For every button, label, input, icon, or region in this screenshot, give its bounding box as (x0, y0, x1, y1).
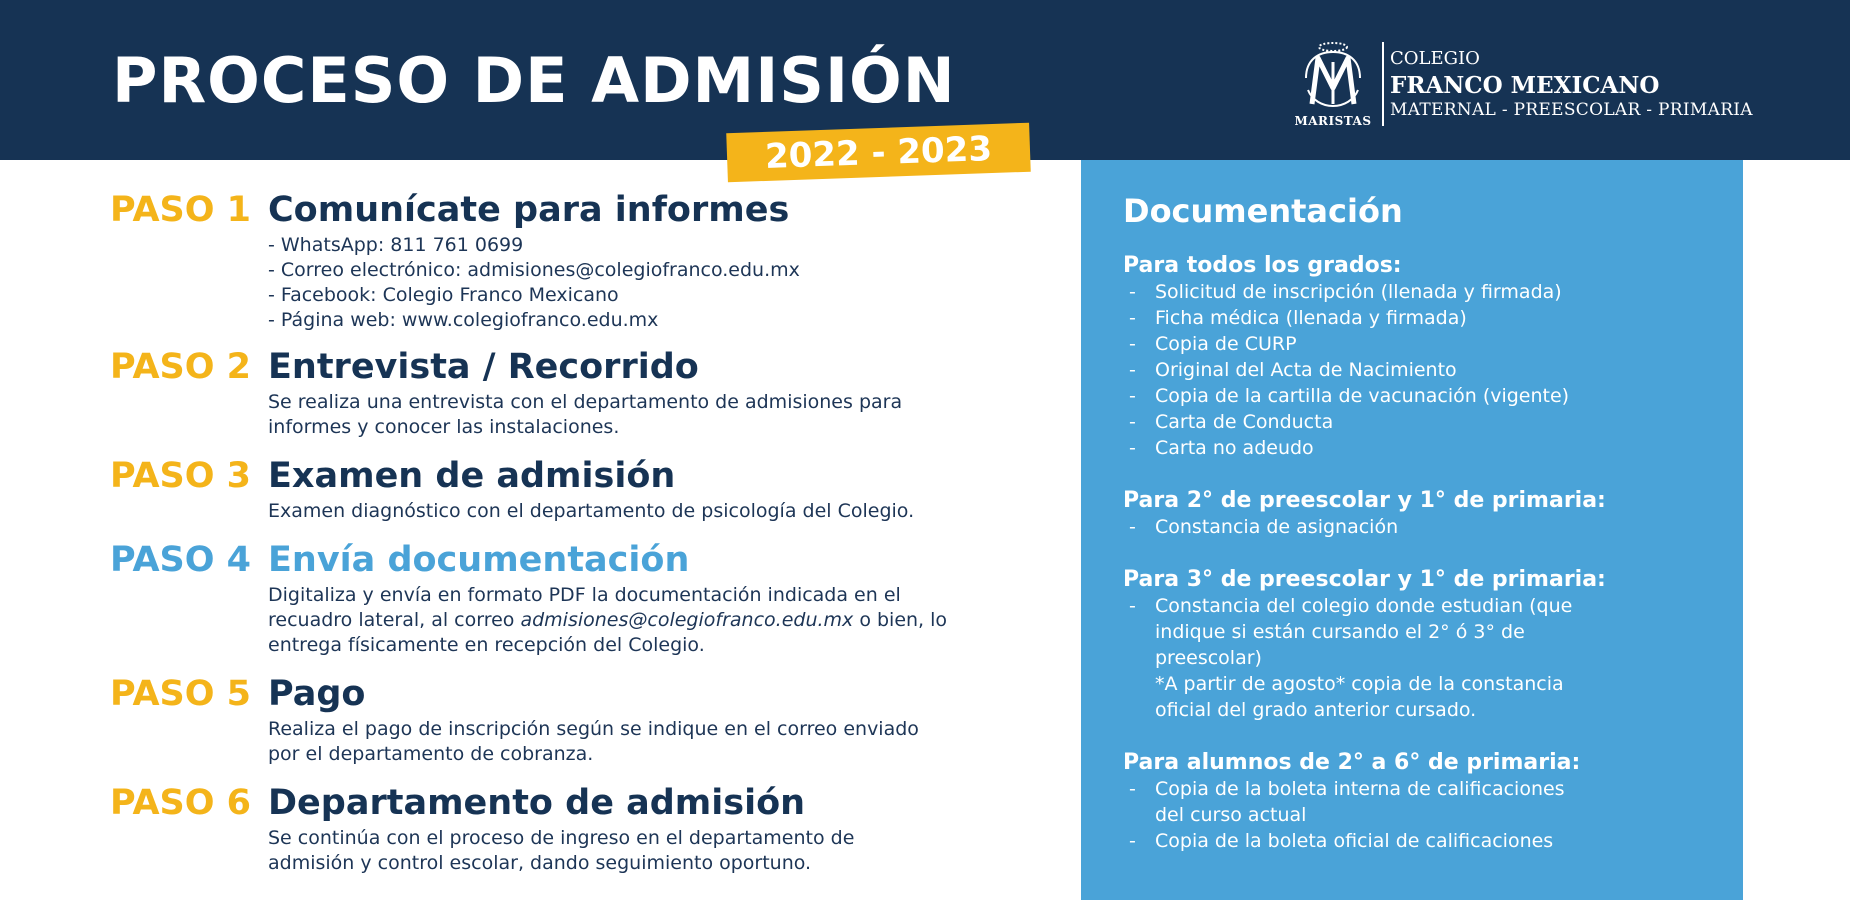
step-text-line: informes y conocer las instalaciones. (268, 416, 620, 438)
step-text-fragment: recuadro lateral, al correo (268, 609, 521, 631)
step-text-line: Se continúa con el proceso de ingreso en el departamento de (268, 827, 855, 849)
doc-item: - Constancia de asignación (1129, 516, 1399, 538)
step-text-line: por el departamento de cobranza. (268, 743, 594, 765)
doc-item-text: Constancia del colegio donde estudian (que (1155, 595, 1573, 617)
step-title: Comunícate para informes (268, 190, 790, 230)
doc-section-heading: Para alumnos de 2° a 6° de primaria: (1123, 750, 1581, 775)
admission-steps (110, 190, 1060, 876)
step-description (268, 499, 1060, 524)
step-title: Envía documentación (268, 540, 690, 580)
step-description (268, 826, 1060, 876)
doc-item-text: Copia de la boleta interna de calificaciones (1155, 778, 1565, 800)
documentation-title: Documentación (1123, 192, 1403, 230)
step-description (268, 233, 1060, 333)
step-text-line (268, 608, 1060, 633)
step-label: PASO 5 (110, 674, 252, 714)
step-description (268, 717, 1060, 767)
page-title: PROCESO DE ADMISIÓN (112, 44, 956, 117)
step-title: Entrevista / Recorrido (268, 347, 699, 387)
documentation-panel (1081, 160, 1743, 900)
doc-section-2-6-primaria (1123, 749, 1723, 854)
doc-section-heading: Para 3° de preescolar y 1° de primaria: (1123, 567, 1606, 592)
doc-item: - Solicitud de inscripción (llenada y firmada) (1129, 281, 1562, 303)
step-description (268, 390, 1060, 440)
step-label: PASO 4 (110, 540, 252, 580)
doc-item: - Copia de CURP (1129, 333, 1297, 355)
doc-item-text: indique si están cursando el 2° ó 3° de (1155, 621, 1525, 643)
step-1 (110, 190, 1060, 333)
doc-item-text: preescolar) (1155, 647, 1262, 669)
doc-item-text: Ficha médica (llenada y firmada) (1155, 307, 1467, 329)
doc-item-text: Constancia de asignación (1155, 516, 1399, 538)
step-label: PASO 2 (110, 347, 252, 387)
step-text-line: Se realiza una entrevista con el departamento de admisiones para (268, 391, 903, 413)
step-text-line: Examen diagnóstico con el departamento de psicología del Colegio. (268, 500, 915, 522)
doc-section-heading: Para todos los grados: (1123, 253, 1402, 278)
doc-item: - Constancia del colegio donde estudian (que indique si están cursando el 2° ó 3° de preescolar) *A partir de agosto* copia de la constancia oficial del grado anterior cursado. (1123, 593, 1723, 723)
step-text-line: entrega físicamente en recepción del Colegio. (268, 634, 705, 656)
admissions-email-link[interactable]: admisiones@colegiofranco.edu.mx (520, 609, 854, 631)
step-title: Examen de admisión (268, 456, 676, 496)
doc-section-all-grades (1123, 252, 1723, 461)
doc-item-text: Copia de la cartilla de vacunación (vigente) (1155, 385, 1570, 407)
logo-divider (1382, 42, 1384, 126)
step-label: PASO 3 (110, 456, 252, 496)
step-description (268, 583, 1060, 658)
step-title: Departamento de admisión (268, 783, 806, 823)
step-title: Pago (268, 674, 366, 714)
doc-item: - Carta de Conducta (1129, 411, 1334, 433)
doc-item-text: oficial del grado anterior cursado. (1155, 699, 1477, 721)
year-badge: 2022 - 2023 (726, 123, 1031, 183)
contact-whatsapp: - WhatsApp: 811 761 0699 (268, 234, 524, 256)
step-2 (110, 347, 1060, 440)
contact-email: - Correo electrónico: admisiones@colegiofranco.edu.mx (268, 259, 800, 281)
doc-item: - Carta no adeudo (1129, 437, 1314, 459)
step-text-fragment: o bien, lo (853, 609, 948, 631)
doc-section-2-preescolar (1123, 487, 1723, 540)
step-6 (110, 783, 1060, 876)
doc-item-text: Solicitud de inscripción (llenada y firmada) (1155, 281, 1562, 303)
step-5 (110, 674, 1060, 767)
marist-emblem-icon (1290, 38, 1376, 130)
doc-item-text: Copia de CURP (1155, 333, 1297, 355)
contact-facebook: - Facebook: Colegio Franco Mexicano (268, 284, 619, 306)
step-label: PASO 1 (110, 190, 252, 230)
step-label: PASO 6 (110, 783, 252, 823)
contact-website: - Página web: www.colegiofranco.edu.mx (268, 309, 659, 331)
logo-line-levels: MATERNAL - PREESCOLAR - PRIMARIA (1390, 100, 1753, 120)
step-text-line: admisión y control escolar, dando seguimiento oportuno. (268, 852, 812, 874)
logo-line-school-name: FRANCO MEXICANO (1390, 72, 1660, 99)
step-3 (110, 456, 1060, 524)
doc-section-heading: Para 2° de preescolar y 1° de primaria: (1123, 488, 1606, 513)
doc-item: - Original del Acta de Nacimiento (1129, 359, 1457, 381)
doc-item-text: *A partir de agosto* copia de la constancia (1155, 673, 1564, 695)
doc-item: - Copia de la boleta oficial de calificaciones (1129, 830, 1554, 852)
doc-item: - Copia de la boleta interna de calificaciones del curso actual (1123, 776, 1723, 828)
step-text-line: Realiza el pago de inscripción según se indique en el correo enviado (268, 718, 919, 740)
step-4 (110, 540, 1060, 658)
doc-item-text: Copia de la boleta oficial de calificaciones (1155, 830, 1554, 852)
header-banner (0, 0, 1850, 177)
logo-line-colegio: COLEGIO (1390, 48, 1480, 69)
step-text-line: Digitaliza y envía en formato PDF la documentación indicada en el (268, 584, 901, 606)
doc-item-text: del curso actual (1155, 804, 1307, 826)
doc-section-3-preescolar (1123, 566, 1723, 723)
doc-item: - Ficha médica (llenada y firmada) (1129, 307, 1467, 329)
doc-item-text: Carta de Conducta (1155, 411, 1334, 433)
doc-item-text: Original del Acta de Nacimiento (1155, 359, 1457, 381)
logo-emblem-text: MARISTAS (1294, 114, 1372, 128)
doc-item-text: Carta no adeudo (1155, 437, 1314, 459)
doc-item: - Copia de la cartilla de vacunación (vigente) (1129, 385, 1570, 407)
